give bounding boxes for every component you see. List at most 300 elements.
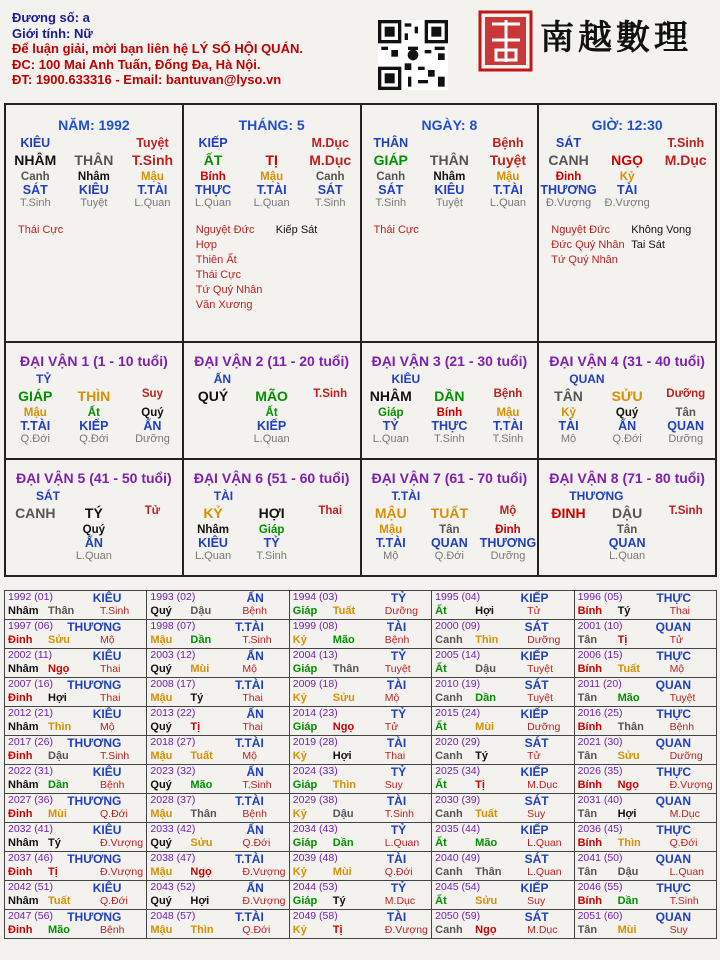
year-ten-god: THỰC (656, 649, 691, 663)
life-stage (6, 550, 65, 562)
year-branch: Dậu (332, 808, 354, 820)
life-stage: T.Sinh (256, 550, 287, 562)
luck-pillars-table (4, 341, 717, 577)
pillar-month (183, 104, 361, 342)
year-label: 1995 (04) (435, 591, 481, 603)
year-branch: Ngọ (475, 924, 497, 936)
year-body (578, 750, 713, 764)
year-ten-god: TỶ (390, 649, 407, 663)
year-head (293, 765, 428, 779)
year-body (435, 634, 570, 648)
year-label: 2040 (49) (435, 852, 481, 864)
hidden-stem: Tân (616, 524, 638, 536)
earthly-branch: THÂN (74, 152, 114, 168)
year-stem: Ất (435, 895, 447, 907)
star-name: Thiên Ất (195, 254, 237, 266)
year-life-stage: Bệnh (100, 779, 125, 791)
year-ten-god: THƯƠNG (67, 794, 122, 808)
year-label: 2044 (53) (292, 881, 338, 893)
year-ten-god: SÁT (524, 678, 549, 692)
year-head (8, 620, 143, 634)
address: ĐC: 100 Mai Anh Tuấn, Đống Đa, Hà Nội. (12, 56, 261, 72)
life-stage: T.Sinh (434, 433, 465, 445)
year-body (435, 721, 570, 735)
year-branch: Mùi (48, 808, 67, 820)
star-line (551, 238, 715, 253)
life-stage: Dưỡng (668, 433, 704, 445)
auspicious-stars (196, 223, 360, 313)
year-branch: Thân (475, 866, 502, 878)
year-ten-god: ẤN (246, 707, 264, 721)
year-stem: Mậu (150, 634, 173, 646)
year-life-stage: Đ.Vượng (242, 895, 286, 907)
hidden-stem: Giáp (258, 524, 285, 536)
year-branch: Thân (190, 808, 217, 820)
year-head (8, 823, 143, 837)
branch-life-stage: Tử (144, 505, 161, 517)
life-stage (656, 197, 715, 209)
life-stages-row (539, 197, 715, 209)
year-stem: Quý (150, 721, 172, 733)
luck-title: ĐẠI VẬN 5 (41 - 50 tuổi) (16, 470, 172, 486)
year-cell (5, 707, 147, 736)
year-life-stage: Q.Đới (100, 895, 128, 907)
year-head (435, 591, 570, 605)
year-head (578, 794, 713, 808)
year-stem: Bính (577, 779, 603, 791)
earthly-branch: MÃO (255, 388, 288, 404)
life-stage (301, 433, 360, 445)
year-ten-god: THƯƠNG (67, 736, 122, 750)
heavenly-stem: NHÂM (14, 152, 57, 168)
qr-code-icon (378, 20, 448, 90)
year-ten-god: TÀI (386, 678, 407, 692)
year-branch: Dậu (190, 605, 212, 617)
year-stem: Mậu (150, 924, 173, 936)
pillar-title: NĂM: 1992 (58, 117, 130, 133)
year-stem: Giáp (292, 721, 318, 733)
year-body (435, 924, 570, 938)
year-cell (432, 794, 574, 823)
year-life-stage: Bệnh (669, 721, 695, 733)
year-row (5, 852, 717, 881)
year-stem: Canh (435, 634, 463, 646)
year-life-stage: Tử (384, 721, 399, 733)
star-name: Nguyệt Đức Hợp (195, 224, 255, 251)
year-label: 2000 (09) (435, 620, 481, 632)
year-label: 2019 (28) (292, 736, 338, 748)
ten-god: THƯƠNG (479, 536, 537, 550)
ten-gods-row (184, 536, 360, 550)
year-row (5, 765, 717, 794)
year-head (150, 823, 285, 837)
year-label: 2046 (55) (577, 881, 623, 893)
year-head (150, 707, 285, 721)
year-body (435, 837, 570, 851)
year-cell (5, 794, 147, 823)
year-label: 2016 (25) (577, 707, 623, 719)
year-branch: Sửu (48, 634, 71, 646)
contact-note: Để luận giải, mời bạn liên hệ LÝ SỐ HỘI QUÁN. (12, 41, 303, 56)
ten-god (123, 536, 182, 550)
year-head (293, 620, 428, 634)
star-name: Không Vong (631, 224, 692, 236)
year-branch: Dậu (48, 750, 69, 762)
branch-life-stage: Dưỡng (666, 388, 706, 400)
year-ten-god: THỰC (656, 881, 691, 895)
year-label: 2028 (37) (150, 794, 196, 806)
life-stage: T.Sinh (314, 197, 346, 209)
year-cell (574, 910, 716, 939)
year-body (578, 779, 713, 793)
ten-god (6, 536, 65, 550)
year-stem: Đinh (8, 808, 33, 820)
life-stage: Q.Đới (79, 433, 109, 445)
branch-life-stage: T.Sinh (313, 388, 348, 400)
hidden-stems-row (362, 524, 538, 536)
life-stage: T.Sinh (375, 197, 407, 209)
ten-god: THƯƠNG (540, 183, 597, 197)
star-line (551, 223, 715, 238)
year-label: 2031 (40) (577, 794, 623, 806)
pillar-stem-row (362, 152, 538, 168)
year-stem: Ất (435, 605, 447, 617)
heavenly-stem: CANH (548, 152, 589, 168)
year-ten-god: T.TÀI (235, 620, 264, 634)
year-life-stage: T.Sinh (100, 750, 130, 762)
year-body (8, 634, 143, 648)
year-ten-god: TỶ (390, 823, 407, 837)
year-branch: Thìn (190, 924, 214, 936)
year-body (8, 779, 143, 793)
luck-title: ĐẠI VẬN 1 (1 - 10 tuổi) (19, 353, 168, 369)
life-stages-row (362, 433, 538, 445)
year-ten-god: KIÊU (92, 881, 122, 895)
year-life-stage: Mộ (242, 750, 257, 762)
year-life-stage: T.Sinh (669, 895, 699, 907)
ten-god: TÀI (558, 419, 579, 433)
year-row (5, 620, 717, 649)
year-cell (574, 852, 716, 881)
year-life-stage: Suy (527, 808, 546, 820)
pillar-top-row (184, 136, 360, 150)
ten-god: T.TÀI (137, 183, 168, 197)
year-cell (289, 620, 431, 649)
life-stage: L.Quan (134, 197, 171, 209)
ten-god: KIÊU (198, 536, 228, 550)
star-name: Văn Xương (195, 299, 253, 311)
luck-ten-god: THƯƠNG (569, 489, 624, 503)
year-label: 2038 (47) (150, 852, 196, 864)
star-line (374, 223, 538, 238)
auspicious-stars (551, 223, 715, 268)
year-stem: Ất (435, 837, 447, 849)
year-cell (289, 736, 431, 765)
year-branch: Tị (48, 866, 58, 878)
year-label: 2047 (56) (8, 910, 53, 922)
hidden-stem: Kỷ (561, 407, 576, 419)
spacer (420, 136, 479, 150)
ten-god: TỶ (263, 536, 280, 550)
life-stage: Mộ (560, 433, 577, 445)
year-label: 1998 (07) (150, 620, 196, 632)
year-stem: Giáp (292, 779, 318, 791)
year-body (150, 692, 285, 706)
year-head (293, 649, 428, 663)
year-life-stage: Dưỡng (669, 750, 703, 762)
year-body (578, 924, 713, 938)
year-body (578, 692, 713, 706)
stem-god: SÁT (556, 136, 582, 150)
pillar-title: GIỜ: 12:30 (591, 117, 663, 133)
luck-stem-row (539, 505, 715, 521)
year-cell (289, 910, 431, 939)
year-head (293, 591, 428, 605)
year-head (293, 910, 428, 924)
year-life-stage: L.Quan (384, 837, 420, 849)
year-cell (432, 823, 574, 852)
year-life-stage: Q.Đới (242, 924, 271, 936)
year-branch: Tý (617, 605, 631, 617)
year-stem: Bính (577, 663, 603, 675)
year-body (578, 837, 713, 851)
year-branch: Thân (332, 663, 360, 675)
year-branch: Mùi (617, 924, 637, 936)
year-label: 2043 (52) (150, 881, 196, 893)
life-stage: L.Quan (253, 433, 290, 445)
year-body (293, 605, 428, 619)
year-body (578, 663, 713, 677)
year-life-stage: Q.Đới (384, 866, 413, 878)
year-body (435, 808, 570, 822)
year-stem: Ất (435, 721, 447, 733)
year-life-stage: Q.Đới (669, 837, 698, 849)
year-branch: Mão (332, 634, 355, 646)
year-label: 2027 (36) (8, 794, 53, 806)
year-branch: Hợi (475, 605, 494, 617)
branch-life-stage: M.Dục (309, 152, 352, 168)
life-stage: L.Quan (253, 197, 290, 209)
year-ten-god: KIÊU (92, 765, 122, 779)
year-head (578, 707, 713, 721)
year-label: 1997 (06) (8, 620, 53, 632)
ten-gods-row (362, 536, 538, 550)
year-body (578, 634, 713, 648)
pillar-hour (538, 104, 716, 342)
pillar-stem-row (184, 152, 360, 168)
year-stem: Nhâm (8, 721, 39, 733)
earthly-branch: DẦN (434, 388, 465, 404)
year-head (578, 736, 713, 750)
year-life-stage: Tuyệt (669, 692, 696, 704)
year-ten-god: ẤN (246, 823, 264, 837)
ten-god: ẤN (84, 536, 103, 550)
year-branch: Tý (332, 895, 346, 907)
year-row (5, 910, 717, 939)
year-life-stage: L.Quan (527, 866, 562, 878)
year-life-stage: Mộ (384, 692, 400, 704)
year-head (8, 678, 143, 692)
ten-gods-row (6, 419, 182, 433)
pillar-top-row (6, 136, 182, 150)
year-stem: Tân (577, 750, 598, 762)
year-ten-god: KIẾP (520, 823, 549, 837)
year-ten-god: THƯƠNG (67, 678, 122, 692)
year-life-stage: Tử (527, 750, 541, 762)
year-stem: Kỷ (292, 750, 307, 762)
year-cell (147, 678, 289, 707)
life-stage: Q.Đới (20, 433, 50, 445)
year-row (5, 591, 717, 620)
year-label: 2010 (19) (435, 678, 481, 690)
ten-god: T.TÀI (375, 536, 406, 550)
year-body (435, 692, 570, 706)
year-cell (574, 678, 716, 707)
luck-title: ĐẠI VẬN 7 (61 - 70 tuổi) (371, 470, 528, 486)
year-branch: Tuất (475, 808, 498, 820)
heavenly-stem: CANH (15, 505, 56, 521)
star-name: Kiếp Sát (275, 224, 318, 236)
year-label: 2014 (23) (292, 707, 338, 719)
life-stages-row (539, 550, 715, 562)
year-stem: Đinh (8, 750, 33, 762)
luck-pillar-2 (183, 342, 361, 459)
pillar-top-row (362, 136, 538, 150)
luck-stem-row (6, 505, 182, 521)
year-branch: Tị (332, 924, 343, 936)
year-branch: Tý (190, 692, 204, 704)
year-life-stage: Bệnh (100, 924, 125, 936)
year-cell (5, 736, 147, 765)
year-head (435, 620, 570, 634)
year-cell (432, 736, 574, 765)
year-branch: Thìn (332, 779, 356, 791)
hidden-stem: Đinh (495, 524, 521, 536)
year-body (293, 924, 428, 938)
life-stage: L.Quan (489, 197, 526, 209)
year-stem: Ất (435, 663, 447, 675)
hidden-stem: Canh (376, 171, 406, 183)
pillar-top-row (539, 136, 715, 150)
year-cell (574, 823, 716, 852)
hidden-stem (6, 524, 65, 536)
year-head (293, 736, 428, 750)
year-stem: Nhâm (8, 663, 39, 675)
year-life-stage: T.Sinh (242, 634, 272, 646)
life-stages-row (184, 550, 360, 562)
year-label: 2026 (35) (577, 765, 623, 777)
heavenly-stem: ẤT (203, 152, 223, 168)
ten-god: QUAN (430, 536, 468, 550)
year-ten-god: QUAN (655, 678, 691, 692)
hidden-stems-row (184, 171, 360, 183)
year-cell (147, 649, 289, 678)
heavenly-stem: GIÁP (18, 388, 53, 404)
earthly-branch: TUẤT (430, 505, 469, 521)
luck-title: ĐẠI VẬN 2 (11 - 20 tuổi) (194, 353, 350, 369)
year-branch: Dậu (475, 663, 496, 675)
luck-pillar-3 (361, 342, 539, 459)
year-body (578, 721, 713, 735)
year-label: 2048 (57) (150, 910, 196, 922)
year-body (150, 866, 285, 880)
ten-god: THỰC (431, 419, 468, 433)
year-body (150, 634, 285, 648)
hidden-stem: Mậu (496, 407, 520, 419)
year-label: 2039 (48) (292, 852, 338, 864)
star-line (196, 268, 360, 283)
year-label: 2030 (39) (435, 794, 481, 806)
luck-stem-row (6, 388, 182, 404)
year-head (578, 678, 713, 692)
luck-title: ĐẠI VẬN 4 (31 - 40 tuổi) (549, 353, 705, 369)
year-body (293, 808, 428, 822)
life-stage: Dưỡng (490, 550, 526, 562)
year-ten-god: TÀI (386, 736, 407, 750)
life-stage: L.Quan (194, 550, 232, 562)
year-stem: Quý (150, 663, 172, 675)
ten-god: T.TÀI (20, 419, 51, 433)
year-row (5, 649, 717, 678)
pillar-day (361, 104, 539, 342)
year-branch: Sửu (617, 750, 640, 762)
year-cell (289, 881, 431, 910)
year-body (150, 721, 285, 735)
life-stages-row (362, 197, 538, 209)
year-life-stage: Mộ (242, 663, 257, 675)
year-body (150, 750, 285, 764)
year-body (293, 692, 428, 706)
year-body (435, 866, 570, 880)
star-name: Tai Sát (631, 239, 665, 251)
life-stage: Đ.Vượng (545, 197, 592, 209)
life-stages-row (184, 197, 360, 209)
year-row (5, 881, 717, 910)
ten-god: T.TÀI (256, 183, 287, 197)
year-life-stage: Đ.Vượng (100, 866, 144, 878)
year-label: 2049 (58) (292, 910, 338, 922)
year-life-stage: M.Dục (527, 779, 558, 791)
year-life-stage: Suy (527, 895, 546, 907)
luck-title: ĐẠI VẬN 3 (21 - 30 tuổi) (371, 353, 528, 369)
year-cell (432, 620, 574, 649)
branch-life-stage: Thai (318, 505, 343, 517)
year-head (435, 736, 570, 750)
pillar-title: THÁNG: 5 (238, 117, 305, 133)
year-stem: Nhâm (8, 605, 39, 617)
year-label: 2042 (51) (8, 881, 53, 893)
year-head (578, 649, 713, 663)
year-stem: Canh (435, 692, 463, 704)
year-branch: Hợi (617, 808, 637, 820)
hidden-stem: Tân (439, 524, 460, 536)
ten-god: T.TÀI (493, 183, 523, 197)
year-life-stage: Tuyệt (527, 692, 554, 704)
year-branch: Thân (48, 605, 75, 617)
branch-life-stage: T.Sinh (131, 152, 174, 168)
year-life-stage: Thai (669, 605, 690, 617)
year-branch: Mùi (475, 721, 495, 733)
star-line (196, 283, 360, 298)
year-stem: Quý (150, 779, 172, 791)
year-head (8, 591, 143, 605)
year-label: 2050 (59) (435, 910, 481, 922)
life-stage: Đ.Vượng (604, 197, 650, 209)
year-ten-god: TÀI (386, 852, 407, 866)
stem-life-stage: M.Dục (311, 136, 349, 150)
luck-pillar-6 (183, 459, 361, 576)
year-stem: Đinh (8, 692, 33, 704)
